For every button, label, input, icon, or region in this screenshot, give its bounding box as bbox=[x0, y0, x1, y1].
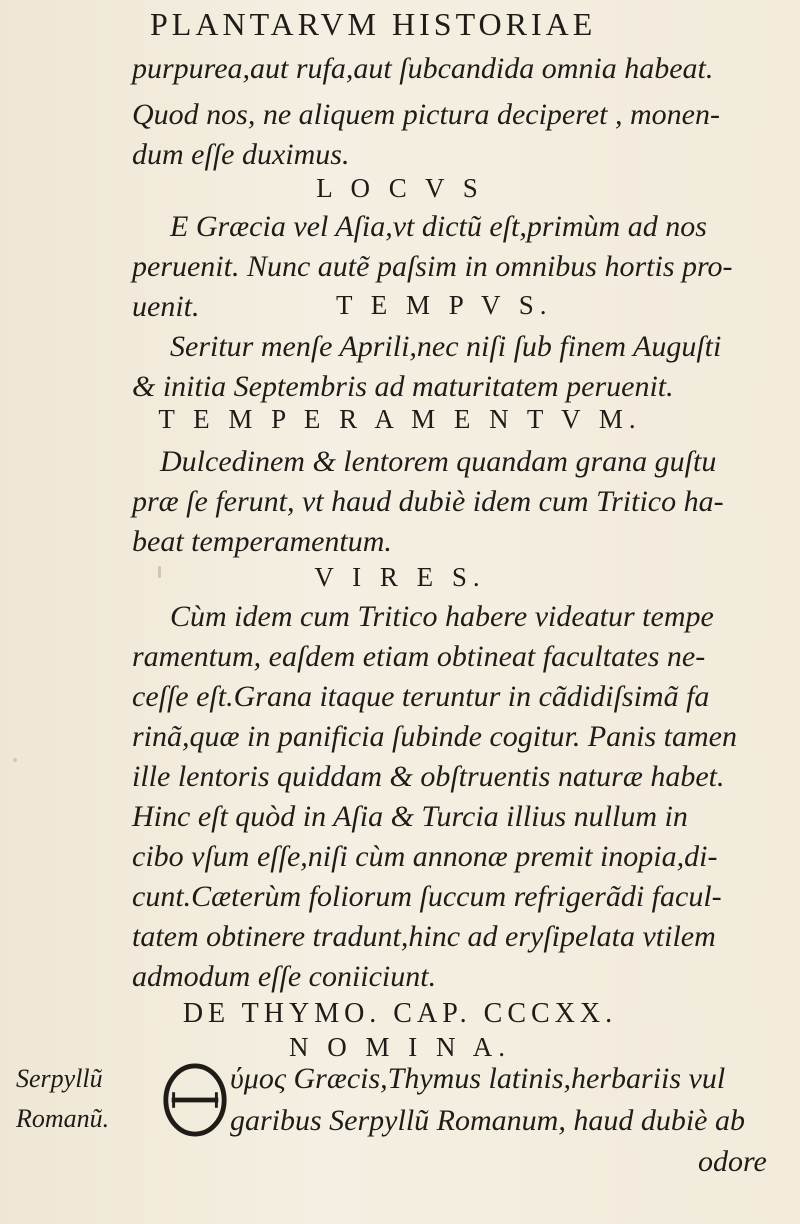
decorated-initial bbox=[160, 1060, 230, 1140]
text-line: admodum eſſe coniiciunt. bbox=[132, 960, 437, 993]
text-line: tatem obtinere tradunt,hinc ad eryſipelata vtilem bbox=[132, 920, 716, 953]
heading-temperamentum: T E M P E R A M E N T V M. bbox=[158, 404, 642, 434]
text-line: peruenit. Nunc autẽ paſsim in omnibus hortis pro- bbox=[132, 250, 733, 283]
text-line: rinã,quæ in panificia ſubinde cogitur. Panis tamen bbox=[132, 720, 737, 753]
heading-nomina: N O M I N A. bbox=[288, 1032, 511, 1062]
heading-vires: V I R E S. bbox=[314, 562, 486, 592]
text-line: garibus Serpyllũ Romanum, haud dubiè ab bbox=[230, 1104, 745, 1137]
text-line: cunt.Cæterùm foliorum ſuccum refrigerãdi facul- bbox=[132, 880, 722, 913]
text-line: Quod nos, ne aliquem pictura deciperet , monen- bbox=[132, 98, 720, 131]
text-line: Dulcedinem & lentorem quandam grana guſtu bbox=[160, 445, 717, 478]
text-line: ceſſe eſt.Grana itaque teruntur in cãdidiſsimã fa bbox=[132, 680, 710, 713]
text-line: beat temperamentum. bbox=[132, 525, 392, 558]
text-line: ύμος Græcis,Thymus latinis,herbariis vul bbox=[230, 1062, 726, 1095]
paper-spot bbox=[13, 758, 17, 762]
marginal-note-line: Serpyllũ bbox=[16, 1064, 103, 1093]
catchword: odore bbox=[698, 1145, 767, 1178]
heading-locus: L O C V S bbox=[316, 173, 484, 203]
text-line: uenit. bbox=[132, 290, 200, 323]
text-line: purpurea,aut rufa,aut ſubcandida omnia habeat. bbox=[132, 52, 714, 85]
initial-theta-icon bbox=[160, 1059, 230, 1141]
text-line: cibo vſum eſſe,niſi cùm annonæ premit inopia,di- bbox=[132, 840, 718, 873]
paper-spot bbox=[158, 566, 161, 578]
text-line: & initia Septembris ad maturitatem peruenit. bbox=[132, 370, 674, 403]
text-line: E Græcia vel Aſia,vt dictũ eſt,primùm ad nos bbox=[170, 210, 707, 243]
text-line: ille lentoris quiddam & obſtruentis naturæ habet. bbox=[132, 760, 725, 793]
text-line: præ ſe ferunt, vt haud dubiè idem cum Tritico ha- bbox=[132, 485, 724, 518]
heading-tempus: T E M P V S. bbox=[336, 290, 553, 320]
text-line: ramentum, eaſdem etiam obtineat facultates ne- bbox=[132, 640, 706, 673]
chapter-title: DE THYMO. CAP. CCCXX. bbox=[182, 998, 618, 1029]
running-header: PLANTARVM HISTORIAE bbox=[150, 6, 597, 42]
text-line: Cùm idem cum Tritico habere videatur tempe bbox=[170, 600, 714, 633]
text-line: dum eſſe duximus. bbox=[132, 138, 350, 171]
text-line: Seritur menſe Aprili,nec niſi ſub finem Auguſti bbox=[170, 330, 722, 363]
text-line: Hinc eſt quòd in Aſia & Turcia illius nullum in bbox=[132, 800, 688, 833]
marginal-note-line: Romanũ. bbox=[16, 1104, 110, 1133]
